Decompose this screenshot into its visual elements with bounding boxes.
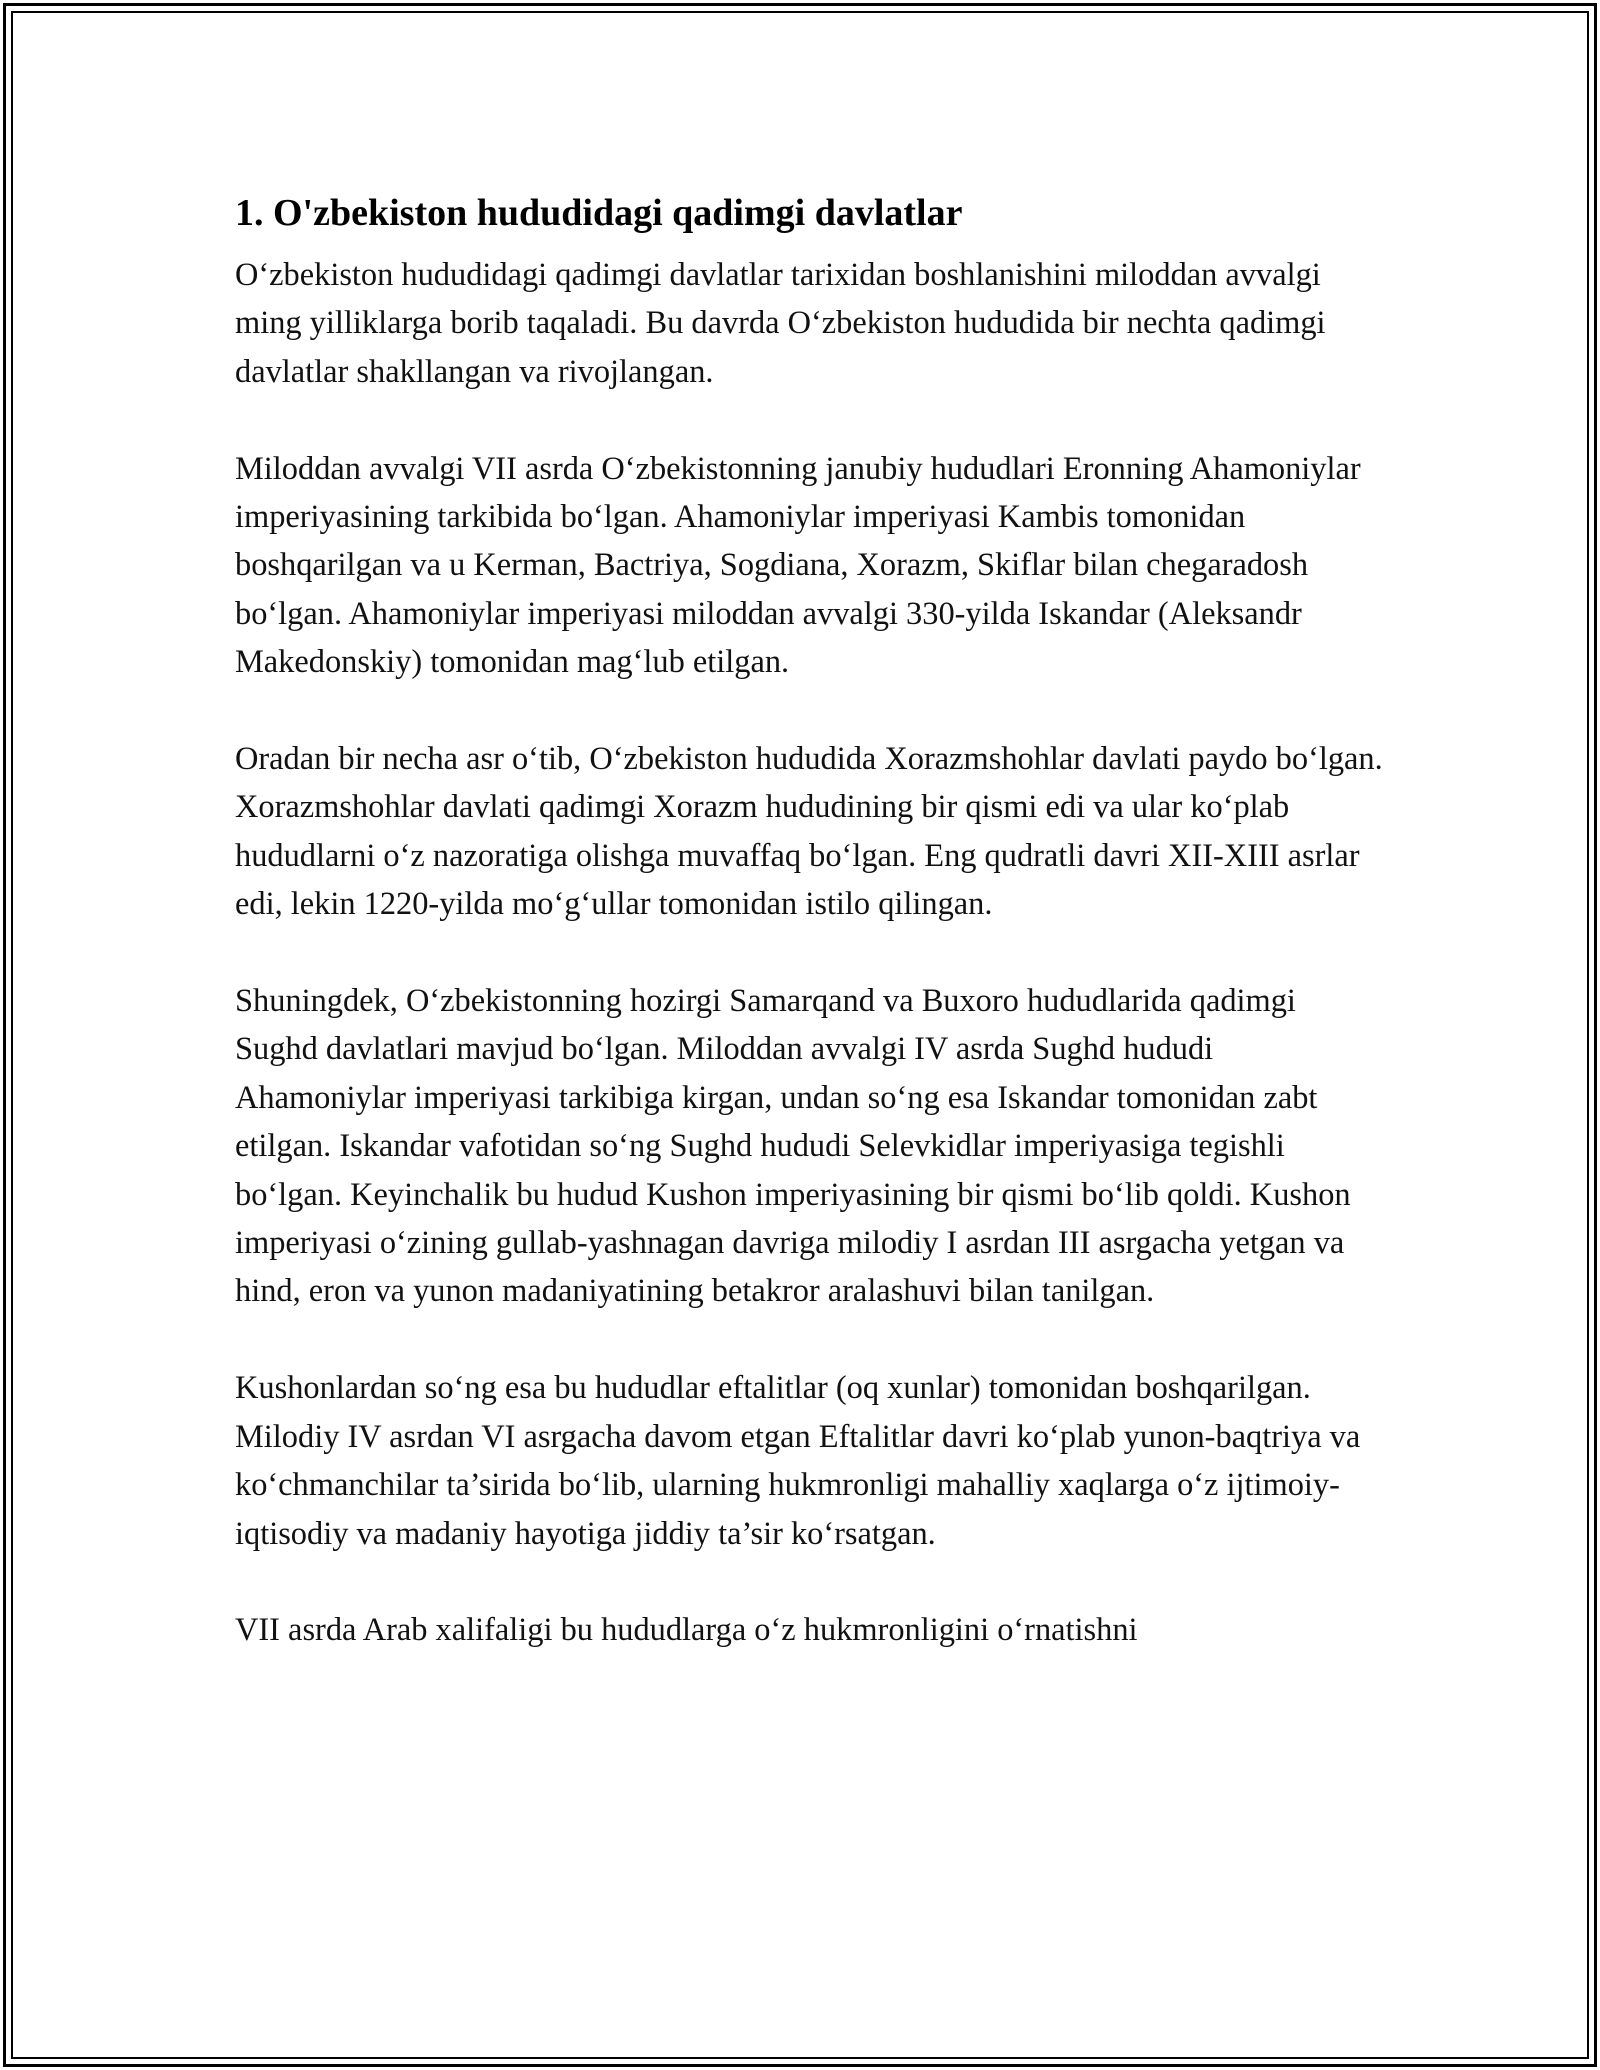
- paragraph-intro: O‘zbekiston hududidagi qadimgi davlatlar tarixidan boshlanishini miloddan avvalgi ming yilliklarga borib taqaladi. Bu davrda O‘zbekiston hududida bir nechta qadimgi davlatlar shakllangan va rivojlangan.: [235, 257, 1326, 390]
- paragraph-arab-caliphate: VII asrda Arab xalifaligi bu hududlarga o‘z hukmronligini o‘rnatishni: [235, 1612, 1138, 1649]
- paragraph-hephthalites: Kushonlardan so‘ng esa bu hududlar eftalitlar (oq xunlar) tomonidan boshqarilgan. Milodiy IV asrdan VI asrgacha davom etgan Eftalitlar davri ko‘plab yunon-baqtriya va ko‘chmanchilar ta’sirida bo‘lib, ularning hukmronligi mahalliy xaqlarga o‘z ijtimoiy-iqtisodiy va madaniy hayotiga jiddiy ta’sir ko‘rsatgan.: [235, 1370, 1361, 1552]
- document-body: [235, 183, 1385, 1703]
- document-title: 1. O'zbekiston hududidagi qadimgi davlatlar: [235, 192, 963, 234]
- paragraph-khwarazmshah: Oradan bir necha asr o‘tib, O‘zbekiston hududida Xorazmshohlar davlati paydo bo‘lgan. Xorazmshohlar davlati qadimgi Xorazm hududining bir qismi edi va ular ko‘plab hududlarni o‘z nazoratiga olishga muvaffaq bo‘lgan. Eng qudratli davri XII-XIII asrlar edi, lekin 1220-yilda mo‘g‘ullar tomonidan istilo qilingan.: [235, 741, 1383, 923]
- paragraph-sogd: Shuningdek, O‘zbekistonning hozirgi Samarqand va Buxoro hududlarida qadimgi Sughd davlatlari mavjud bo‘lgan. Miloddan avvalgi IV asrda Sughd hududi Ahamoniylar imperiyasi tarkibiga kirgan, undan so‘ng esa Iskandar tomonidan zabt etilgan. Iskandar vafotidan so‘ng Sughd hududi Selevkidlar imperiyasiga tegishli bo‘lgan. Keyinchalik bu hudud Kushon imperiyasining bir qismi bo‘lib qoldi. Kushon imperiyasi o‘zining gullab-yashnagan davriga milodiy I asrdan III asrgacha yetgan va hind, eron va yunon madaniyatining betakror aralashuvi bilan tanilgan.: [235, 983, 1351, 1310]
- paragraph-achaemenid: Miloddan avvalgi VII asrda O‘zbekistonning janubiy hududlari Eronning Ahamoniylar imperiyasining tarkibida bo‘lgan. Ahamoniylar imperiyasi Kambis tomonidan boshqarilgan va u Kerman, Bactriya, Sogdiana, Xorazm, Skiflar bilan chegaradosh bo‘lgan. Ahamoniylar imperiyasi miloddan avvalgi 330-yilda Iskandar (Aleksandr Makedonskiy) tomonidan mag‘lub etilgan.: [235, 450, 1361, 681]
